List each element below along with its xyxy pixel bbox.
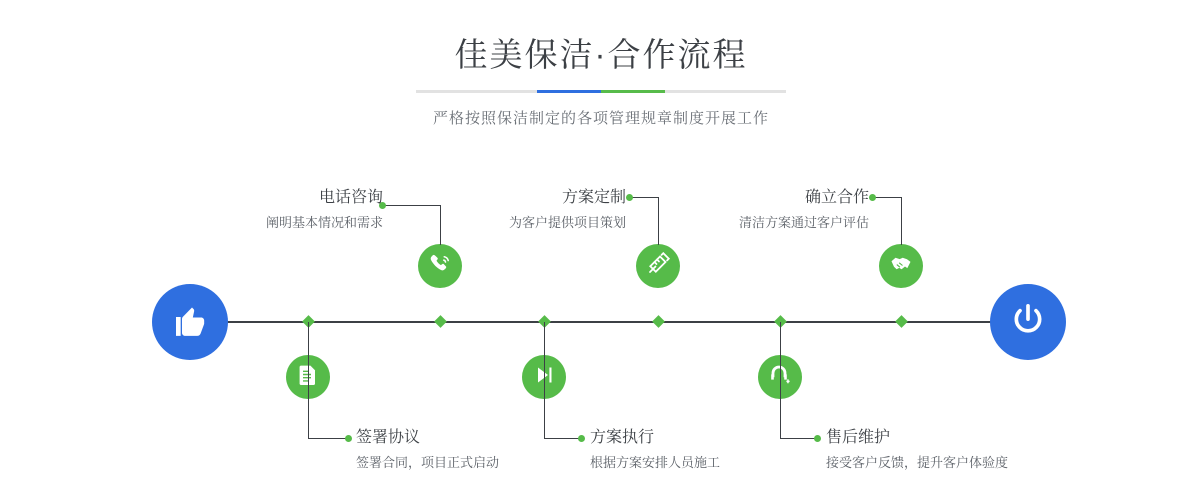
power-icon	[1008, 300, 1048, 345]
step-title-5: 确立合作	[804, 189, 869, 206]
step-connector-vertical-3	[658, 197, 659, 245]
step-title-1: 电话咨询	[318, 189, 383, 206]
step-connector-vertical-4	[544, 322, 545, 438]
step-marker-5	[895, 315, 908, 328]
timeline-start-node	[152, 284, 228, 360]
step-connector-horizontal-6	[780, 438, 816, 439]
step-dot-6	[814, 435, 821, 442]
step-icon-partnership	[879, 244, 923, 288]
step-desc-6: 接受客户反馈，提升客户体验度	[826, 455, 1009, 470]
step-title-4: 方案执行	[590, 429, 655, 446]
step-icon-plan	[636, 244, 680, 288]
step-icon-phone	[418, 244, 462, 288]
step-title-2: 签署协议	[356, 429, 421, 446]
step-title-6: 售后维护	[826, 429, 891, 446]
step-desc-2: 签署合同，项目正式启动	[356, 455, 500, 470]
step-desc-1: 阐明基本情况和需求	[265, 215, 383, 230]
step-marker-1	[434, 315, 447, 328]
step-label-3	[458, 187, 626, 233]
step-label-2	[356, 427, 499, 473]
step-connector-vertical-1	[440, 205, 441, 245]
step-connector-horizontal-5	[873, 197, 901, 198]
timeline-end-node	[990, 284, 1066, 360]
step-dot-5	[869, 194, 876, 201]
step-connector-vertical-5	[901, 197, 902, 245]
step-connector-horizontal-3	[630, 197, 658, 198]
step-connector-vertical-2	[308, 322, 309, 438]
step-connector-horizontal-4	[544, 438, 580, 439]
step-label-6	[826, 427, 1008, 473]
phone-call-icon	[428, 252, 452, 281]
step-dot-2	[345, 435, 352, 442]
pen-ruler-icon	[646, 252, 670, 281]
step-label-1	[253, 187, 383, 233]
step-marker-3	[652, 315, 665, 328]
step-dot-3	[626, 194, 633, 201]
step-desc-5: 清洁方案通过客户评估	[738, 215, 869, 230]
page-subtitle: 严格按照保洁制定的各项管理规章制度开展工作	[432, 110, 769, 127]
page-title: 佳美保洁·合作流程	[454, 36, 748, 73]
step-connector-horizontal-2	[308, 438, 348, 439]
thumbs-up-icon	[170, 300, 210, 345]
step-title-3: 方案定制	[561, 189, 626, 206]
step-desc-4: 根据方案安排人员施工	[590, 455, 721, 470]
handshake-icon	[889, 252, 913, 281]
step-desc-3: 为客户提供项目策划	[508, 215, 626, 230]
step-connector-vertical-6	[780, 322, 781, 438]
step-label-5	[701, 187, 869, 233]
step-connector-horizontal-1	[383, 205, 440, 206]
step-dot-4	[578, 435, 585, 442]
step-label-4	[590, 427, 720, 473]
